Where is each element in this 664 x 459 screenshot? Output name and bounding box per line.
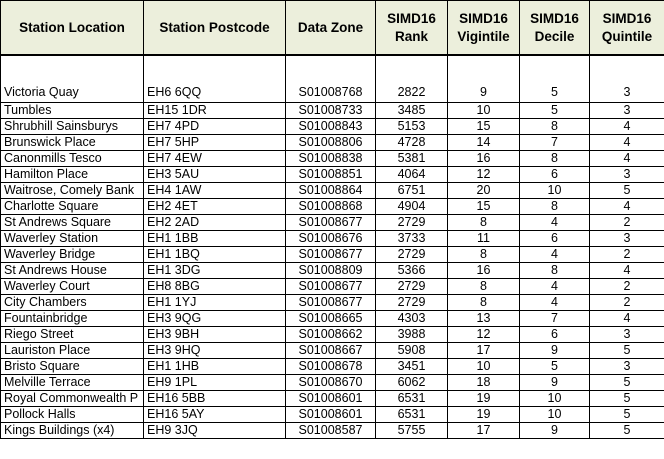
cell-quintile[interactable]: 2	[590, 247, 664, 263]
cell-data_zone[interactable]: S01008665	[286, 311, 376, 327]
cell-quintile[interactable]: 2	[590, 215, 664, 231]
cell-vigintile[interactable]: 19	[448, 391, 520, 407]
cell-data_zone[interactable]: S01008843	[286, 119, 376, 135]
cell-location[interactable]: Charlotte Square	[1, 199, 144, 215]
cell-location[interactable]: Hamilton Place	[1, 167, 144, 183]
cell-rank[interactable]: 3451	[376, 359, 448, 375]
column-header-quintile[interactable]: SIMD16 Quintile	[590, 1, 664, 56]
cell-data_zone[interactable]: S01008670	[286, 375, 376, 391]
cell-location[interactable]: Riego Street	[1, 327, 144, 343]
table-row	[1, 391, 664, 407]
cell-vigintile[interactable]: 16	[448, 263, 520, 279]
cell-decile[interactable]: 10	[520, 391, 590, 407]
cell-location[interactable]: Melville Terrace	[1, 375, 144, 391]
cell-decile[interactable]: 8	[520, 199, 590, 215]
table-row	[1, 359, 664, 375]
cell-quintile[interactable]: 4	[590, 135, 664, 151]
column-header-rank[interactable]: SIMD16 Rank	[376, 1, 448, 56]
cell-quintile[interactable]: 4	[590, 119, 664, 135]
table-row	[1, 199, 664, 215]
cell-postcode[interactable]: EH9 3JQ	[144, 423, 286, 439]
cell-postcode[interactable]: EH3 9QG	[144, 311, 286, 327]
cell-quintile[interactable]: 3	[590, 103, 664, 119]
table-row	[1, 55, 664, 103]
cell-postcode[interactable]: EH6 6QQ	[144, 55, 286, 103]
cell-location[interactable]: Royal Commonwealth P	[1, 391, 144, 407]
cell-location[interactable]: Waverley Bridge	[1, 247, 144, 263]
cell-postcode[interactable]: EH3 9BH	[144, 327, 286, 343]
table-row	[1, 263, 664, 279]
cell-quintile[interactable]: 4	[590, 151, 664, 167]
cell-quintile[interactable]: 2	[590, 295, 664, 311]
cell-location[interactable]: Kings Buildings (x4)	[1, 423, 144, 439]
cell-rank[interactable]: 2729	[376, 279, 448, 295]
cell-data_zone[interactable]: S01008677	[286, 215, 376, 231]
cell-location[interactable]: Fountainbridge	[1, 311, 144, 327]
cell-decile[interactable]: 5	[520, 359, 590, 375]
cell-location[interactable]: Waverley Station	[1, 231, 144, 247]
table-row	[1, 295, 664, 311]
cell-vigintile[interactable]: 12	[448, 327, 520, 343]
column-header-data_zone[interactable]: Data Zone	[286, 1, 376, 56]
cell-postcode[interactable]: EH1 1BQ	[144, 247, 286, 263]
cell-decile[interactable]: 5	[520, 103, 590, 119]
cell-data_zone[interactable]: S01008768	[286, 55, 376, 103]
cell-decile[interactable]: 4	[520, 295, 590, 311]
cell-quintile[interactable]: 3	[590, 167, 664, 183]
table-row	[1, 183, 664, 199]
cell-vigintile[interactable]: 8	[448, 247, 520, 263]
table-row	[1, 423, 664, 439]
cell-location[interactable]: Lauriston Place	[1, 343, 144, 359]
cell-rank[interactable]: 3733	[376, 231, 448, 247]
cell-vigintile[interactable]: 12	[448, 167, 520, 183]
cell-quintile[interactable]: 3	[590, 55, 664, 103]
cell-vigintile[interactable]: 14	[448, 135, 520, 151]
cell-data_zone[interactable]: S01008838	[286, 151, 376, 167]
cell-vigintile[interactable]: 8	[448, 295, 520, 311]
cell-postcode[interactable]: EH1 3DG	[144, 263, 286, 279]
table-row	[1, 327, 664, 343]
cell-decile[interactable]: 9	[520, 423, 590, 439]
cell-vigintile[interactable]: 8	[448, 279, 520, 295]
column-header-postcode[interactable]: Station Postcode	[144, 1, 286, 56]
cell-decile[interactable]: 9	[520, 343, 590, 359]
cell-data_zone[interactable]: S01008677	[286, 247, 376, 263]
cell-decile[interactable]: 6	[520, 231, 590, 247]
cell-rank[interactable]: 6751	[376, 183, 448, 199]
cell-decile[interactable]: 4	[520, 215, 590, 231]
cell-data_zone[interactable]: S01008809	[286, 263, 376, 279]
cell-data_zone[interactable]: S01008678	[286, 359, 376, 375]
table-row	[1, 375, 664, 391]
cell-quintile[interactable]: 2	[590, 279, 664, 295]
cell-location[interactable]: Victoria Quay	[1, 55, 144, 103]
cell-postcode[interactable]: EH8 8BG	[144, 279, 286, 295]
cell-data_zone[interactable]: S01008806	[286, 135, 376, 151]
cell-data_zone[interactable]: S01008677	[286, 295, 376, 311]
cell-data_zone[interactable]: S01008851	[286, 167, 376, 183]
cell-postcode[interactable]: EH3 9HQ	[144, 343, 286, 359]
cell-location[interactable]: Pollock Halls	[1, 407, 144, 423]
cell-rank[interactable]: 2729	[376, 215, 448, 231]
cell-postcode[interactable]: EH1 1YJ	[144, 295, 286, 311]
cell-postcode[interactable]: EH4 1AW	[144, 183, 286, 199]
table-row	[1, 167, 664, 183]
cell-rank[interactable]: 5366	[376, 263, 448, 279]
cell-decile[interactable]: 4	[520, 279, 590, 295]
cell-vigintile[interactable]: 18	[448, 375, 520, 391]
cell-vigintile[interactable]: 20	[448, 183, 520, 199]
cell-rank[interactable]: 3988	[376, 327, 448, 343]
table-row	[1, 151, 664, 167]
cell-rank[interactable]: 5908	[376, 343, 448, 359]
cell-decile[interactable]: 8	[520, 263, 590, 279]
cell-rank[interactable]: 4728	[376, 135, 448, 151]
cell-quintile[interactable]: 3	[590, 327, 664, 343]
cell-decile[interactable]: 8	[520, 119, 590, 135]
table-row	[1, 231, 664, 247]
cell-vigintile[interactable]: 11	[448, 231, 520, 247]
header-row	[1, 1, 664, 56]
cell-data_zone[interactable]: S01008864	[286, 183, 376, 199]
cell-decile[interactable]: 7	[520, 135, 590, 151]
cell-data_zone[interactable]: S01008587	[286, 423, 376, 439]
cell-rank[interactable]: 6062	[376, 375, 448, 391]
cell-quintile[interactable]: 5	[590, 343, 664, 359]
cell-rank[interactable]: 5381	[376, 151, 448, 167]
cell-data_zone[interactable]: S01008677	[286, 279, 376, 295]
cell-location[interactable]: City Chambers	[1, 295, 144, 311]
cell-postcode[interactable]: EH16 5AY	[144, 407, 286, 423]
cell-vigintile[interactable]: 16	[448, 151, 520, 167]
cell-quintile[interactable]: 4	[590, 311, 664, 327]
table-row	[1, 103, 664, 119]
table-row	[1, 135, 664, 151]
cell-vigintile[interactable]: 17	[448, 343, 520, 359]
cell-quintile[interactable]: 3	[590, 231, 664, 247]
table-row	[1, 279, 664, 295]
cell-data_zone[interactable]: S01008662	[286, 327, 376, 343]
cell-postcode[interactable]: EH1 1BB	[144, 231, 286, 247]
cell-vigintile[interactable]: 10	[448, 359, 520, 375]
cell-data_zone[interactable]: S01008601	[286, 407, 376, 423]
cell-postcode[interactable]: EH9 1PL	[144, 375, 286, 391]
cell-rank[interactable]: 2729	[376, 295, 448, 311]
cell-postcode[interactable]: EH2 4ET	[144, 199, 286, 215]
column-header-location[interactable]: Station Location	[1, 1, 144, 56]
cell-vigintile[interactable]: 8	[448, 215, 520, 231]
cell-decile[interactable]: 7	[520, 311, 590, 327]
cell-decile[interactable]: 8	[520, 151, 590, 167]
cell-location[interactable]: Waitrose, Comely Bank	[1, 183, 144, 199]
cell-postcode[interactable]: EH1 1HB	[144, 359, 286, 375]
table-row	[1, 119, 664, 135]
cell-vigintile[interactable]: 19	[448, 407, 520, 423]
cell-postcode[interactable]: EH7 5HP	[144, 135, 286, 151]
cell-postcode[interactable]: EH15 1DR	[144, 103, 286, 119]
cell-decile[interactable]: 9	[520, 375, 590, 391]
cell-rank[interactable]: 4064	[376, 167, 448, 183]
cell-decile[interactable]: 10	[520, 183, 590, 199]
cell-location[interactable]: Waverley Court	[1, 279, 144, 295]
cell-rank[interactable]: 5153	[376, 119, 448, 135]
column-header-vigintile[interactable]: SIMD16 Vigintile	[448, 1, 520, 56]
cell-vigintile[interactable]: 17	[448, 423, 520, 439]
cell-rank[interactable]: 4303	[376, 311, 448, 327]
cell-postcode[interactable]: EH7 4PD	[144, 119, 286, 135]
cell-postcode[interactable]: EH2 2AD	[144, 215, 286, 231]
cell-quintile[interactable]: 5	[590, 407, 664, 423]
cell-quintile[interactable]: 5	[590, 375, 664, 391]
cell-vigintile[interactable]: 9	[448, 55, 520, 103]
cell-data_zone[interactable]: S01008868	[286, 199, 376, 215]
cell-rank[interactable]: 5755	[376, 423, 448, 439]
table-row	[1, 343, 664, 359]
cell-postcode[interactable]: EH7 4EW	[144, 151, 286, 167]
cell-vigintile[interactable]: 10	[448, 103, 520, 119]
cell-rank[interactable]: 4904	[376, 199, 448, 215]
cell-quintile[interactable]: 5	[590, 423, 664, 439]
table-row	[1, 215, 664, 231]
cell-rank[interactable]: 3485	[376, 103, 448, 119]
table-row	[1, 407, 664, 423]
cell-postcode[interactable]: EH3 5AU	[144, 167, 286, 183]
cell-quintile[interactable]: 3	[590, 359, 664, 375]
cell-decile[interactable]: 6	[520, 167, 590, 183]
cell-quintile[interactable]: 5	[590, 391, 664, 407]
cell-location[interactable]: Brunswick Place	[1, 135, 144, 151]
cell-data_zone[interactable]: S01008667	[286, 343, 376, 359]
cell-location[interactable]: Canonmills Tesco	[1, 151, 144, 167]
cell-quintile[interactable]: 4	[590, 199, 664, 215]
cell-rank[interactable]: 6531	[376, 391, 448, 407]
cell-quintile[interactable]: 4	[590, 263, 664, 279]
cell-location[interactable]: St Andrews Square	[1, 215, 144, 231]
cell-location[interactable]: Shrubhill Sainsburys	[1, 119, 144, 135]
cell-data_zone[interactable]: S01008733	[286, 103, 376, 119]
cell-quintile[interactable]: 5	[590, 183, 664, 199]
table-header	[1, 1, 664, 56]
cell-location[interactable]: Bristo Square	[1, 359, 144, 375]
table-row	[1, 311, 664, 327]
cell-rank[interactable]: 6531	[376, 407, 448, 423]
cell-rank[interactable]: 2729	[376, 247, 448, 263]
cell-vigintile[interactable]: 15	[448, 119, 520, 135]
cell-decile[interactable]: 10	[520, 407, 590, 423]
cell-location[interactable]: St Andrews House	[1, 263, 144, 279]
column-header-decile[interactable]: SIMD16 Decile	[520, 1, 590, 56]
cell-rank[interactable]: 2822	[376, 55, 448, 103]
cell-data_zone[interactable]: S01008601	[286, 391, 376, 407]
cell-decile[interactable]: 4	[520, 247, 590, 263]
table-row	[1, 247, 664, 263]
cell-location[interactable]: Tumbles	[1, 103, 144, 119]
cell-decile[interactable]: 6	[520, 327, 590, 343]
cell-vigintile[interactable]: 15	[448, 199, 520, 215]
cell-postcode[interactable]: EH16 5BB	[144, 391, 286, 407]
cell-data_zone[interactable]: S01008676	[286, 231, 376, 247]
cell-vigintile[interactable]: 13	[448, 311, 520, 327]
table-body	[1, 55, 664, 439]
cell-decile[interactable]: 5	[520, 55, 590, 103]
